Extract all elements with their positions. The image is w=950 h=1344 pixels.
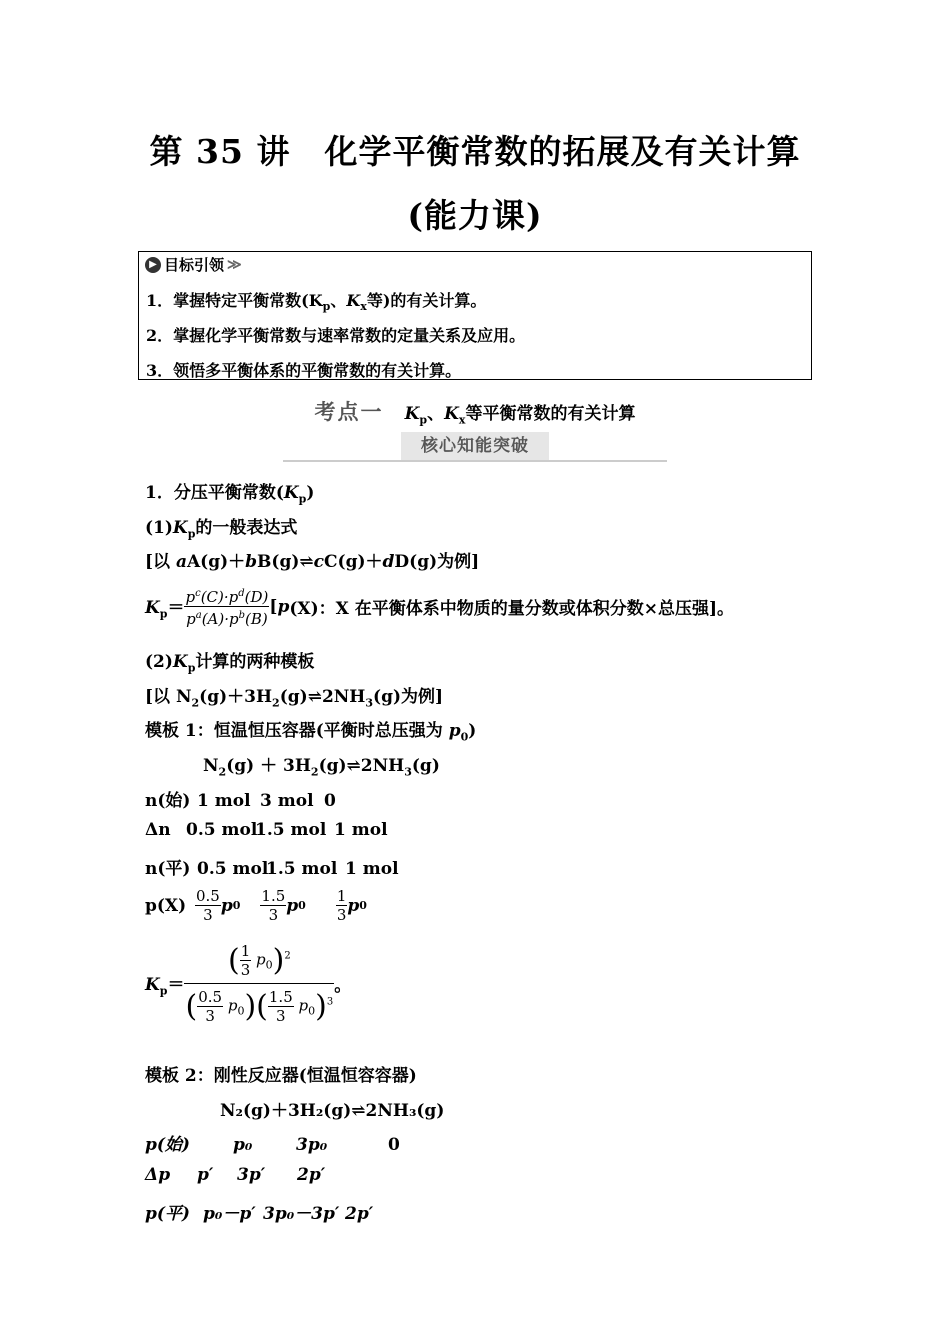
table-row: Δp p′ 3p′ 2p′ [145,1165,326,1185]
equilibrium-arrow-icon: ⇌ [299,552,314,572]
section-title: $K_p$、$K_x$等平衡常数的有关计算 [404,404,636,427]
template-2-title: 模板 2：刚性反应器(恒温恒容容器) [145,1066,417,1086]
heading-1-1: $(1)K_p$的一般表达式 [145,518,298,541]
equilibrium-arrow-icon: ⇌ [307,687,322,707]
kp-result-1: $K_p=$ ( $\frac{1}{3}$ $p_0)^2$ ( $\frac{0.5}{3}$ $p_0$)( $\frac{1.5}{3}$ $p_0)^3$ 。 [145,942,352,1025]
section-label: 考点一 [314,400,384,424]
double-chevron-icon: ≫ [227,256,242,273]
table-row: p(始) p₀ 3p₀ 0 [145,1135,400,1155]
section-heading [0,396,950,426]
goals-header-label: 目标引领 [164,256,225,274]
goals-box [138,251,812,380]
px-fraction-nh3: $\frac{1}{3}$ [336,887,347,924]
page-title: 第 35 讲 化学平衡常数的拓展及有关计算 [149,132,801,171]
page-subtitle: (能力课) [407,196,543,235]
px-fraction-h2: $\frac{1.5}{3}$ [261,887,286,924]
band-divider [283,460,667,462]
example-reaction-2: [以 $N_2(g)+3H_2(g)\rightleftharpoons 2NH_3(g)$为例] [145,687,444,710]
example-reaction: [以 aA(g)＋bB(g)⇌cC(g)＋dD(g)为例] [145,552,480,572]
kp-big-fraction: ( $\frac{1}{3}$ $p_0)^2$ ( $\frac{0.5}{3}$ $p_0$)( $\frac{1.5}{3}$ $p_0)^3$ [185,942,334,1025]
px-row: p(X) $\frac{0.5}{3}$ p 0 $\frac{1.5}{3}$ p 0 $\frac{1}{3}$ p 0 [145,887,367,924]
kp-fraction: $\frac{p^c(C)\cdot p^d(D)}{p^a(A)\cdot p^b(B)}$ [184,585,269,628]
band-label: 核心知能突破 [401,432,549,460]
goal-item-2: 2．掌握化学平衡常数与速率常数的定量关系及应用。 [146,326,526,345]
play-icon: ▶ [145,257,161,273]
table-row: n(始) 1 mol 3 mol 0 [145,791,336,811]
section-band [283,432,667,462]
kp-expression: $K_p=$ $\frac{p^c(C)\cdot p^d(D)}{p^a(A)\cdot p^b(B)}$ [ p (X)：X 在平衡体系中物质的量分数或体积分数×总压强]。 [145,585,734,628]
goal-item-3: 3．领悟多平衡体系的平衡常数的有关计算。 [146,361,462,380]
table-row: Δn 0.5 mol1.5 mol 1 mol [145,820,388,840]
equilibrium-arrow-icon: ⇌ [346,756,361,776]
goals-header [145,254,242,275]
table-row: n(平) 0.5 mol1.5 mol 1 mol [145,859,399,879]
goal-item-1: 1．掌握特定平衡常数($K_p$、$K_x$等)的有关计算。 [146,291,487,314]
heading-1-2: $(2)K_p$计算的两种模板 [145,652,315,675]
template-2-equation: N₂(g)＋3H₂(g)⇌2NH₃(g) [220,1101,445,1121]
template-1-equation: $N_2(g)$ ＋ $3H_2(g)\rightleftharpoons 2NH_3(g)$ [203,756,440,779]
px-fraction-n2: $\frac{0.5}{3}$ [196,887,220,924]
heading-1: 1．分压平衡常数$(K_p)$ [145,483,315,506]
template-1-title: 模板 1：恒温恒压容器(平衡时总压强为 $p_0$) [145,721,477,744]
table-row: p(平) p₀－p′ 3p₀－3p′ 2p′ [145,1204,374,1224]
